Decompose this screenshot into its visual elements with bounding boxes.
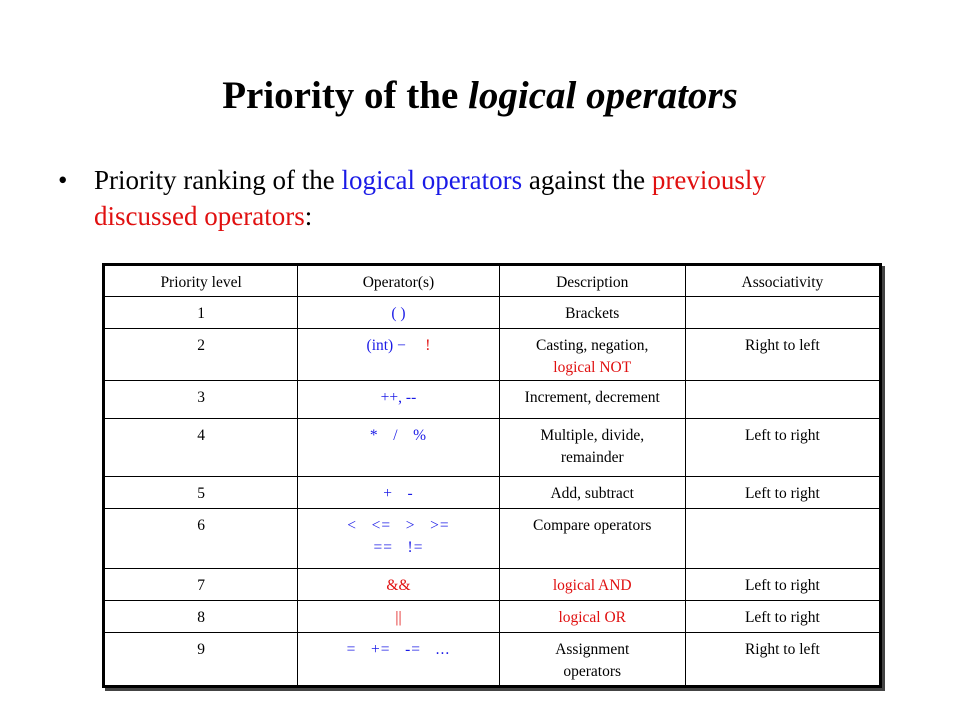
operator-not: ! — [425, 337, 431, 354]
cell-level: 8 — [104, 601, 298, 633]
cell-description: logical AND — [499, 569, 685, 601]
cell-description: Increment, decrement — [499, 381, 685, 419]
cell-level: 6 — [104, 509, 298, 569]
cell-operator: ( ) — [298, 297, 499, 329]
cell-associativity: Left to right — [685, 569, 880, 601]
cell-description — [499, 633, 685, 687]
description-line2: logical NOT — [553, 359, 632, 376]
cell-operator: * / % — [298, 419, 499, 477]
bullet-text-3: against the — [522, 165, 652, 195]
cell-level: 5 — [104, 477, 298, 509]
cell-operator: && — [298, 569, 499, 601]
table-row — [104, 477, 881, 509]
cell-associativity: Left to right — [685, 419, 880, 477]
cell-operator: = += -= ... — [298, 633, 499, 687]
table-row — [104, 601, 881, 633]
cell-operator: || — [298, 601, 499, 633]
cell-operator — [298, 329, 499, 381]
bullet-text-red: previously discussed operators — [94, 165, 766, 231]
cell-description: logical OR — [499, 601, 685, 633]
header-operators: Operator(s) — [298, 265, 499, 297]
operator-text: (int) − — [366, 337, 406, 354]
priority-table — [102, 263, 882, 688]
cell-associativity: Left to right — [685, 601, 880, 633]
table-row — [104, 569, 881, 601]
table-header-row — [104, 265, 881, 297]
cell-description — [499, 419, 685, 477]
bullet-text-blue: logical operators — [341, 165, 523, 195]
cell-operator — [298, 509, 499, 569]
table-row — [104, 297, 881, 329]
cell-description: Brackets — [499, 297, 685, 329]
cell-associativity: Left to right — [685, 477, 880, 509]
cell-level: 2 — [104, 329, 298, 381]
table-row — [104, 381, 881, 419]
bullet-point — [58, 162, 858, 234]
table-row — [104, 329, 881, 381]
cell-level: 7 — [104, 569, 298, 601]
description-line2: remainder — [560, 449, 624, 466]
cell-associativity — [685, 509, 880, 569]
cell-level: 4 — [104, 419, 298, 477]
table-row — [104, 419, 881, 477]
cell-operator: + - — [298, 477, 499, 509]
operator-line1: < <= > >= — [347, 517, 450, 534]
cell-description — [499, 329, 685, 381]
cell-description: Add, subtract — [499, 477, 685, 509]
header-priority-level: Priority level — [104, 265, 298, 297]
bullet-dot-icon: • — [58, 165, 68, 195]
cell-level: 1 — [104, 297, 298, 329]
cell-level: 9 — [104, 633, 298, 687]
slide-title — [0, 66, 960, 126]
cell-associativity — [685, 381, 880, 419]
description-line1: Multiple, divide, — [540, 427, 645, 444]
title-main: Priority of the — [222, 74, 469, 117]
cell-operator: ++, -- — [298, 381, 499, 419]
cell-description: Compare operators — [499, 509, 685, 569]
bullet-text — [94, 162, 858, 234]
header-associativity: Associativity — [685, 265, 880, 297]
operator-line2: == != — [373, 539, 424, 556]
cell-associativity: Right to left — [685, 633, 880, 687]
table-row — [104, 633, 881, 687]
title-italic: logical operators — [468, 74, 738, 117]
cell-associativity: Right to left — [685, 329, 880, 381]
description-line2: operators — [563, 663, 622, 680]
header-description: Description — [499, 265, 685, 297]
table-row — [104, 509, 881, 569]
bullet-text-1: Priority ranking of the — [94, 165, 342, 195]
description-line1: Assignment — [555, 641, 630, 658]
cell-level: 3 — [104, 381, 298, 419]
description-line1: Casting, negation, — [536, 337, 649, 354]
bullet-text-5: : — [304, 201, 313, 231]
cell-associativity — [685, 297, 880, 329]
